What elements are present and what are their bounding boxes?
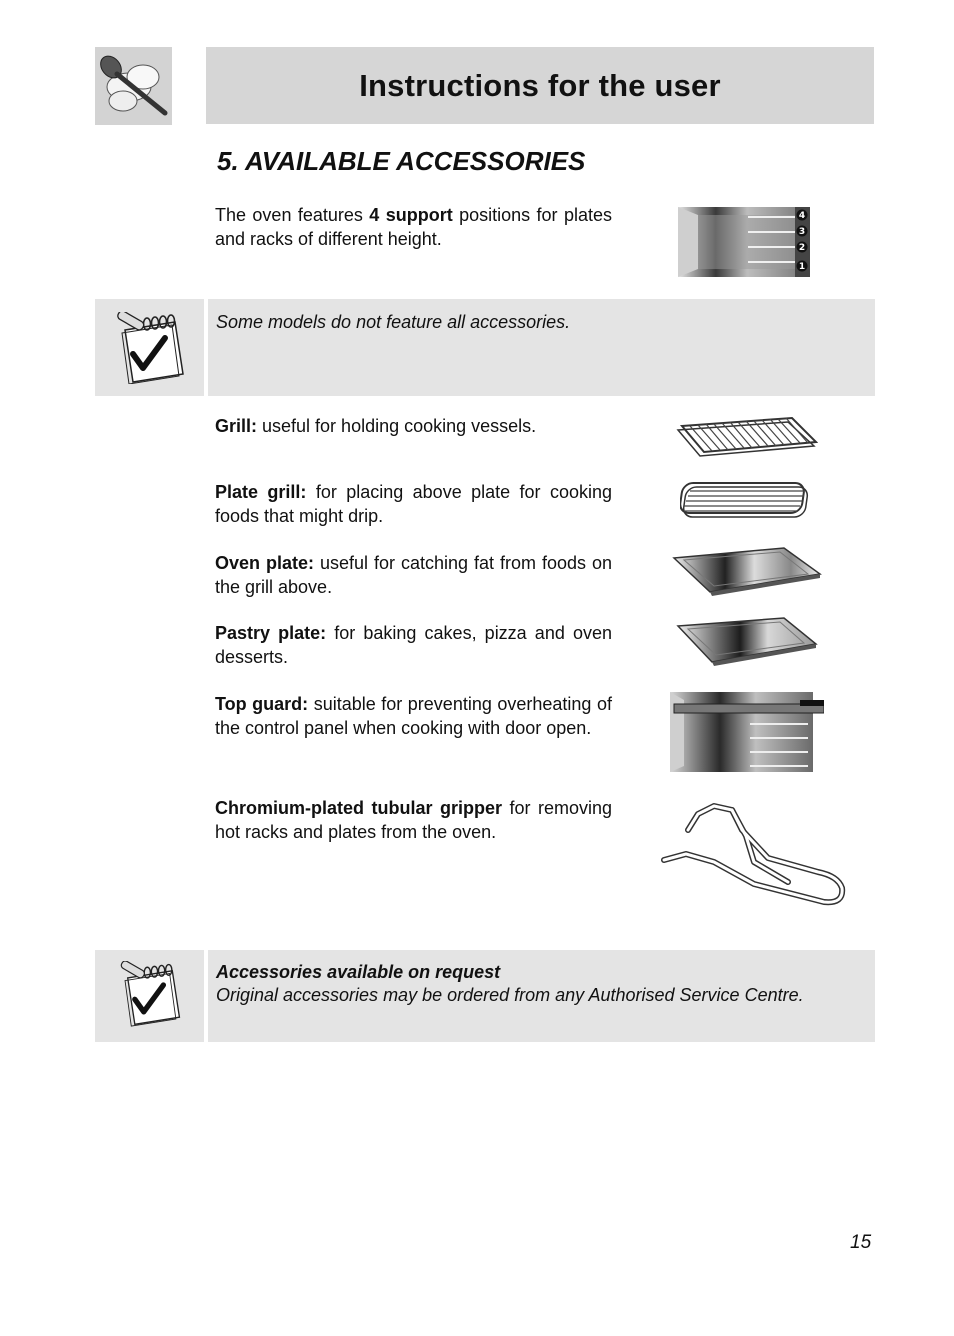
accessory-name: Oven plate:: [215, 553, 315, 573]
top-guard-image: [670, 690, 824, 779]
accessory-name: Pastry plate:: [215, 623, 327, 643]
chef-logo: [95, 47, 172, 125]
note-content: [216, 961, 867, 1007]
accessory-pastry-plate: [215, 621, 612, 669]
section-title: 5. AVAILABLE ACCESSORIES: [217, 146, 586, 176]
intro-bold: 4 support: [369, 205, 453, 225]
accessory-top-guard: [215, 692, 612, 740]
page-header-title: Instructions for the user: [359, 67, 721, 103]
note-title: Accessories available on request: [216, 962, 501, 982]
oven-plate-image: [672, 544, 822, 605]
header-bar: [206, 47, 874, 124]
note-text: Some models do not feature all accessories.: [216, 312, 571, 332]
accessory-desc: useful for holding cooking vessels.: [257, 416, 537, 436]
shelf-label-2: 2: [798, 243, 806, 253]
note-box: [208, 299, 875, 396]
accessory-name: Top guard:: [215, 694, 309, 714]
accessory-desc: for removing hot racks and plates from the oven.: [215, 798, 612, 842]
intro-paragraph: [215, 203, 612, 251]
accessory-name: Plate grill:: [215, 482, 307, 502]
accessory-desc: for baking cakes, pizza and oven desserts.: [215, 623, 612, 667]
pastry-plate-image: [676, 614, 820, 675]
accessory-desc: useful for catching fat from foods on the grill above.: [215, 553, 613, 597]
accessory-desc: suitable for preventing overheating of the control panel when cooking with door open.: [215, 694, 612, 738]
notepad-check-icon: [113, 312, 187, 384]
accessory-oven-plate: [215, 551, 612, 599]
accessory-plate-grill: [215, 480, 612, 528]
chef-spoon-icon: [95, 47, 172, 125]
shelf-label-1: 1: [798, 262, 806, 272]
plate-grill-image: [680, 477, 814, 526]
note-icon-box: [95, 299, 204, 396]
note-box: [208, 950, 875, 1042]
note-text: Original accessories may be ordered from any Authorised Service Centre.: [216, 985, 804, 1005]
accessory-name: Grill:: [215, 416, 258, 436]
tubular-gripper-image: [658, 800, 848, 911]
intro-text-before: The oven features: [215, 205, 370, 225]
shelf-label-4: 4: [798, 211, 806, 221]
note-icon-box: [95, 950, 204, 1042]
accessory-tubular-gripper: [215, 796, 612, 844]
accessory-grill: [215, 414, 612, 438]
shelf-label-3: 3: [798, 227, 806, 237]
notepad-check-icon: [117, 961, 183, 1027]
accessory-desc: for placing above plate for cooking foods that might drip.: [215, 482, 612, 526]
intro-text-after: positions for plates and racks of different height.: [215, 205, 612, 249]
accessory-name: Chromium-plated tubular gripper: [215, 798, 502, 818]
grill-rack-image: [676, 412, 818, 463]
oven-shelf-positions-image: [678, 203, 810, 283]
page-number: 15: [850, 1232, 872, 1253]
